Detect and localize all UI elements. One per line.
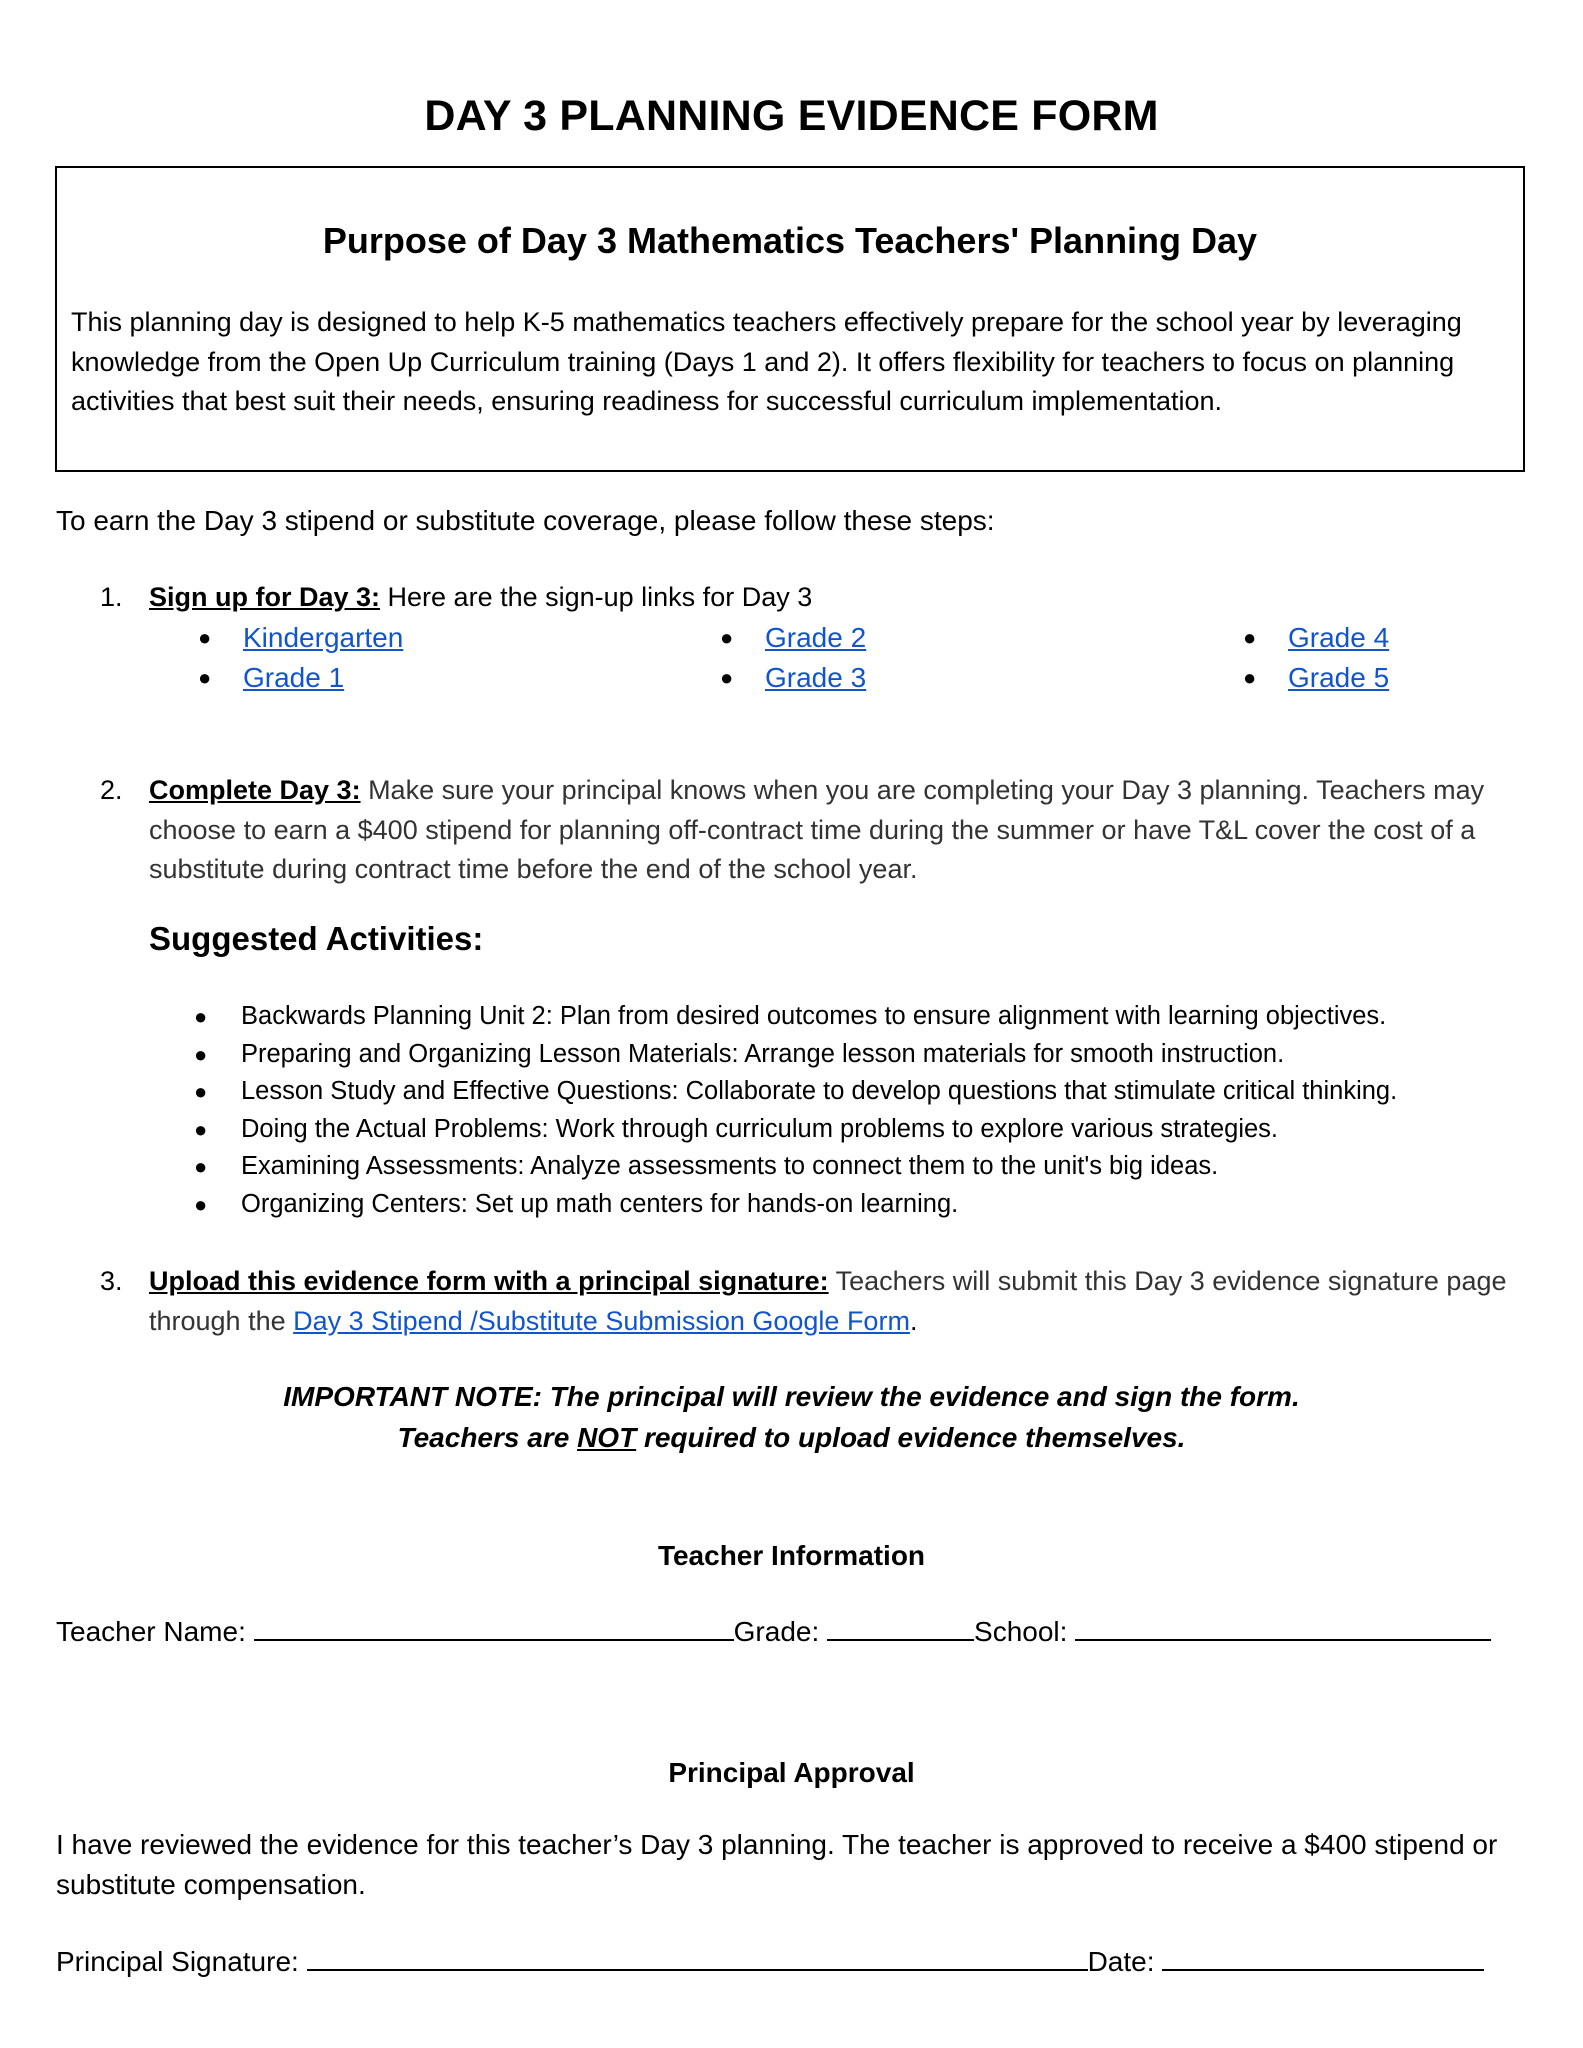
step-3-number: 3.: [100, 1266, 123, 1296]
step-2-content: [149, 771, 1529, 890]
grade-link-item: [720, 618, 866, 658]
grade-5-link[interactable]: Grade 5: [1288, 662, 1390, 693]
activity-text: Doing the Actual Problems: Work through curriculum problems to explore various strategies.: [241, 1114, 1278, 1143]
step-1-text: Here are the sign-up links for Day 3: [380, 582, 813, 612]
teacher-info-row: [56, 1613, 1536, 1648]
suggested-activities-heading: Suggested Activities:: [149, 920, 484, 957]
teacher-name-label: Teacher Name:: [56, 1616, 254, 1647]
important-note: [0, 1376, 1583, 1458]
principal-signature-label: Principal Signature:: [56, 1946, 307, 1977]
bullet-icon: ●: [198, 665, 212, 690]
purpose-box: [55, 166, 1525, 472]
step-1-number: 1.: [100, 582, 123, 612]
principal-approval-heading: Principal Approval: [668, 1757, 915, 1788]
grade-link-item: [198, 658, 403, 698]
step-3-period: .: [909, 1305, 918, 1336]
school-field[interactable]: [1075, 1613, 1491, 1641]
important-note-line-1: IMPORTANT NOTE: The principal will review the evidence and sign the form.: [283, 1381, 1300, 1412]
grade-link-item: [720, 658, 866, 698]
bullet-icon: ●: [194, 1079, 208, 1104]
note-text-after: required to upload evidence themselves.: [636, 1422, 1186, 1453]
grade-link-item: [1243, 618, 1389, 658]
activity-item: [194, 1148, 1534, 1186]
bullet-icon: ●: [720, 665, 734, 690]
grade-4-link[interactable]: Grade 4: [1288, 622, 1390, 653]
purpose-heading: Purpose of Day 3 Mathematics Teachers' Planning Day: [322, 220, 1258, 261]
bullet-icon: ●: [194, 1154, 208, 1179]
step-2-text: Make sure your principal knows when you are completing your Day 3 planning. Teachers may choose to earn a $400 stipend for planning off-contract time during the summer or have T&L cover the cost of a substitute during contract time before the end of the school year.: [149, 775, 1485, 884]
bullet-icon: ●: [194, 1191, 208, 1217]
activity-text: Backwards Planning Unit 2: Plan from desired outcomes to ensure alignment with learning objectives.: [241, 1002, 1387, 1030]
purpose-body: This planning day is designed to help K-5 mathematics teachers effectively prepare for the school year by leveraging knowledge from the Open Up Curriculum training (Days 1 and 2). It offers flexibility for teachers to focus on planning activities that best suit their needs, ensuring readiness for successful curriculum implementation.: [71, 307, 1462, 416]
grade-links-col-1: [198, 618, 403, 698]
suggested-activities-list: [194, 998, 1534, 1223]
approval-statement: I have reviewed the evidence for this teacher’s Day 3 planning. The teacher is approved to receive a $400 stipend or substitute compensation.: [56, 1829, 1498, 1900]
activity-item: [194, 998, 1534, 1036]
bullet-icon: ●: [194, 1004, 208, 1029]
bullet-icon: ●: [720, 625, 734, 650]
school-label: School:: [974, 1616, 1076, 1647]
principal-signature-field[interactable]: [307, 1943, 1088, 1971]
page-title: DAY 3 PLANNING EVIDENCE FORM: [424, 92, 1159, 140]
bullet-icon: ●: [1243, 625, 1257, 650]
step-2-number: 2.: [100, 775, 123, 805]
step-2-heading: Complete Day 3:: [149, 775, 361, 805]
bullet-icon: ●: [198, 625, 212, 650]
intro-text: To earn the Day 3 stipend or substitute coverage, please follow these steps:: [56, 505, 995, 536]
grade-field[interactable]: [827, 1613, 974, 1641]
bullet-icon: ●: [194, 1041, 208, 1067]
activity-text: Lesson Study and Effective Questions: Collaborate to develop questions that stimulate critical thinking.: [241, 1077, 1398, 1105]
grade-1-link[interactable]: Grade 1: [243, 662, 345, 693]
activity-text: Examining Assessments: Analyze assessments to connect them to the unit's big ideas.: [241, 1152, 1219, 1180]
google-form-link[interactable]: Day 3 Stipend /Substitute Submission Google Form: [293, 1305, 910, 1336]
activity-text: Organizing Centers: Set up math centers for hands-on learning.: [241, 1189, 959, 1218]
step-3-text: Teachers will submit this Day 3 evidence signature page through the: [149, 1266, 1507, 1336]
grade-3-link[interactable]: Grade 3: [765, 662, 867, 693]
note-emphasis: NOT: [577, 1422, 637, 1453]
note-text-before: Teachers are: [397, 1422, 578, 1453]
date-label: Date:: [1087, 1946, 1163, 1977]
grade-link-item: [1243, 658, 1389, 698]
teacher-name-field[interactable]: [254, 1613, 734, 1641]
principal-signature-row: [56, 1943, 1536, 1978]
activity-item: [194, 1111, 1534, 1149]
step-1-content: [149, 578, 1529, 618]
important-note-line-2: [0, 1417, 1583, 1458]
grade-links-col-3: [1243, 618, 1389, 698]
step-3-heading: Upload this evidence form with a principal signature:: [149, 1266, 829, 1296]
step-3-content: [149, 1262, 1529, 1341]
step-1-heading: Sign up for Day 3:: [149, 582, 381, 612]
activity-item: [194, 1186, 1534, 1224]
grade-label: Grade:: [733, 1616, 828, 1647]
grade-link-item: [198, 618, 403, 658]
bullet-icon: ●: [194, 1116, 208, 1142]
activity-item: [194, 1036, 1534, 1074]
grade-links-col-2: [720, 618, 866, 698]
grade-2-link[interactable]: Grade 2: [765, 622, 867, 653]
activity-text: Preparing and Organizing Lesson Materials: Arrange lesson materials for smooth instruction.: [241, 1039, 1285, 1068]
teacher-info-heading: Teacher Information: [657, 1540, 926, 1571]
activity-item: [194, 1073, 1534, 1111]
date-field[interactable]: [1162, 1943, 1484, 1971]
bullet-icon: ●: [1243, 665, 1257, 690]
kindergarten-link[interactable]: Kindergarten: [243, 622, 404, 653]
